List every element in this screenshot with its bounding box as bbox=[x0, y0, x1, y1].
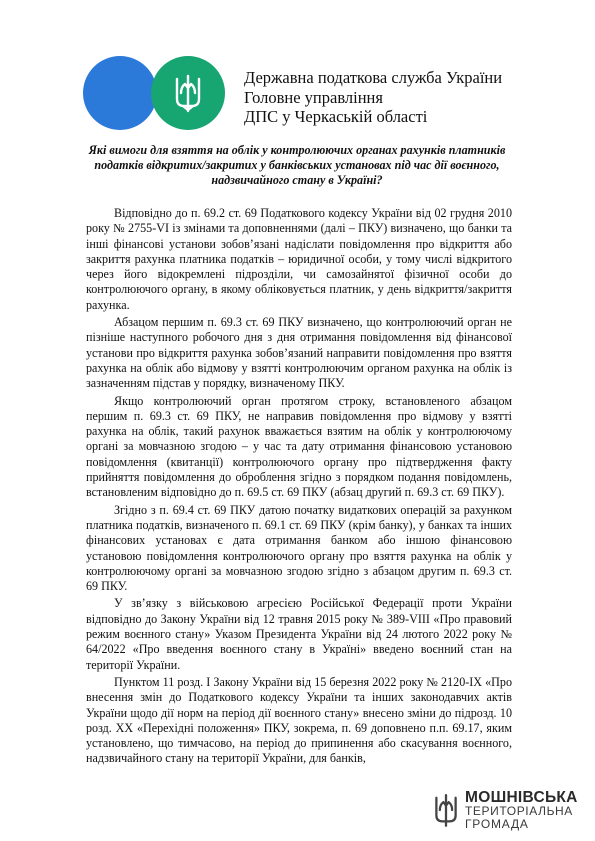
document-title: Які вимоги для взяття на облік у контролюючих органах рахунків платників податків відкритих/закритих у банківських установах під час дії воєнного, надзвичайного стану в Україні? bbox=[88, 143, 506, 187]
paragraph: У зв’язку з військовою агресією Російської Федерації проти України відповідно до Закону України від 12 травня 2015 року № 389-VIII «Про правовий режим воєнного стану» Указом Президента України від 24 лютого 2022 року № 64/2022 «Про введення воєнного стану в Україні» введено воєнний стан на території України. bbox=[86, 596, 512, 672]
dps-logo-blue-circle bbox=[83, 56, 157, 130]
paragraph: Згідно з п. 69.4 ст. 69 ПКУ датою початку видаткових операцій за рахунком платника податків, визначеного п. 69.1 ст. 69 ПКУ (крім банку), у банках та інших фінансових установах є дата отримання банком або іншою фінансовою установою повідомлення контролюючого органу про взяття рахунка на облік у контролюючому органі за мовчазною згодою згідно з абзацом другим п. 69.3 ст. 69 ПКУ. bbox=[86, 502, 512, 594]
document-body bbox=[86, 206, 512, 769]
org-line-1: Державна податкова служба України bbox=[244, 68, 503, 87]
community-watermark bbox=[432, 790, 582, 832]
dps-logo-green-circle bbox=[151, 56, 225, 130]
tryzub-icon bbox=[432, 790, 460, 830]
paragraph: Пунктом 11 розд. І Закону України від 15 березня 2022 року № 2120-IX «Про внесення змін до Податкового кодексу України та інших законодавчих актів України щодо дії норм на період дії воєнного стану» внесено зміни до підрозд. 10 розд. XX «Перехідні положення» ПКУ, зокрема, п. 69 доповнено п.п. 69.17, яким установлено, що тимчасово, на період до припинення або скасування воєнного, надзвичайного стану на території України, для банків, bbox=[86, 674, 512, 766]
paragraph: Якщо контролюючий орган протягом строку, встановленого абзацом першим п. 69.3 ст. 69 ПКУ, не направив повідомлення про відмову у взятті рахунка на облік, такий рахунок вважається взятим на облік у контролюючому органі за мовчазною згодою – у час та дату отримання фінансовою установою повідомлення (квитанції) контролюючого органу про підтвердження факту прийняття повідомлення до оброблення згідно з порядком подання повідомлень, встановленим відповідно до п. 69.5 ст. 69 ПКУ (абзац другий п. 69.3 ст. 69 ПКУ). bbox=[86, 393, 512, 500]
organization-name bbox=[244, 68, 502, 127]
watermark-line-3: ГРОМАДА bbox=[465, 817, 529, 831]
paragraph: Відповідно до п. 69.2 ст. 69 Податкового кодексу України від 02 грудня 2010 року № 2755-VI із змінами та доповненнями (далі – ПКУ) визначено, що банки та інші фінансові установи зобов’язані надіслати повідомлення про відкриття або закриття рахунка платника податків – юридичної особи, у тому числі відкритого через його відокремлені підрозділи, чи самозайнятої фізичної особи до контролюючого органу, в якому обліковується платник, у день відкриття/закриття рахунка. bbox=[86, 206, 512, 312]
watermark-line-2: ТЕРИТОРІАЛЬНА bbox=[465, 804, 573, 818]
org-line-3: ДПС у Черкаській області bbox=[244, 107, 428, 126]
tryzub-icon bbox=[172, 73, 204, 113]
org-line-2: Головне управління bbox=[244, 87, 383, 107]
watermark-line-1: МОШНІВСЬКА bbox=[465, 789, 578, 806]
paragraph: Абзацом першим п. 69.3 ст. 69 ПКУ визначено, що контролюючий орган не пізніше наступного робочого дня з дня отримання повідомлення від фінансової установи про відкриття рахунка зобов’язаний направити повідомлення про взяття рахунка на облік або відмову у взятті контролюючим органом рахунка на облік із зазначенням підстав у порядку, визначеному ПКУ. bbox=[86, 315, 512, 391]
